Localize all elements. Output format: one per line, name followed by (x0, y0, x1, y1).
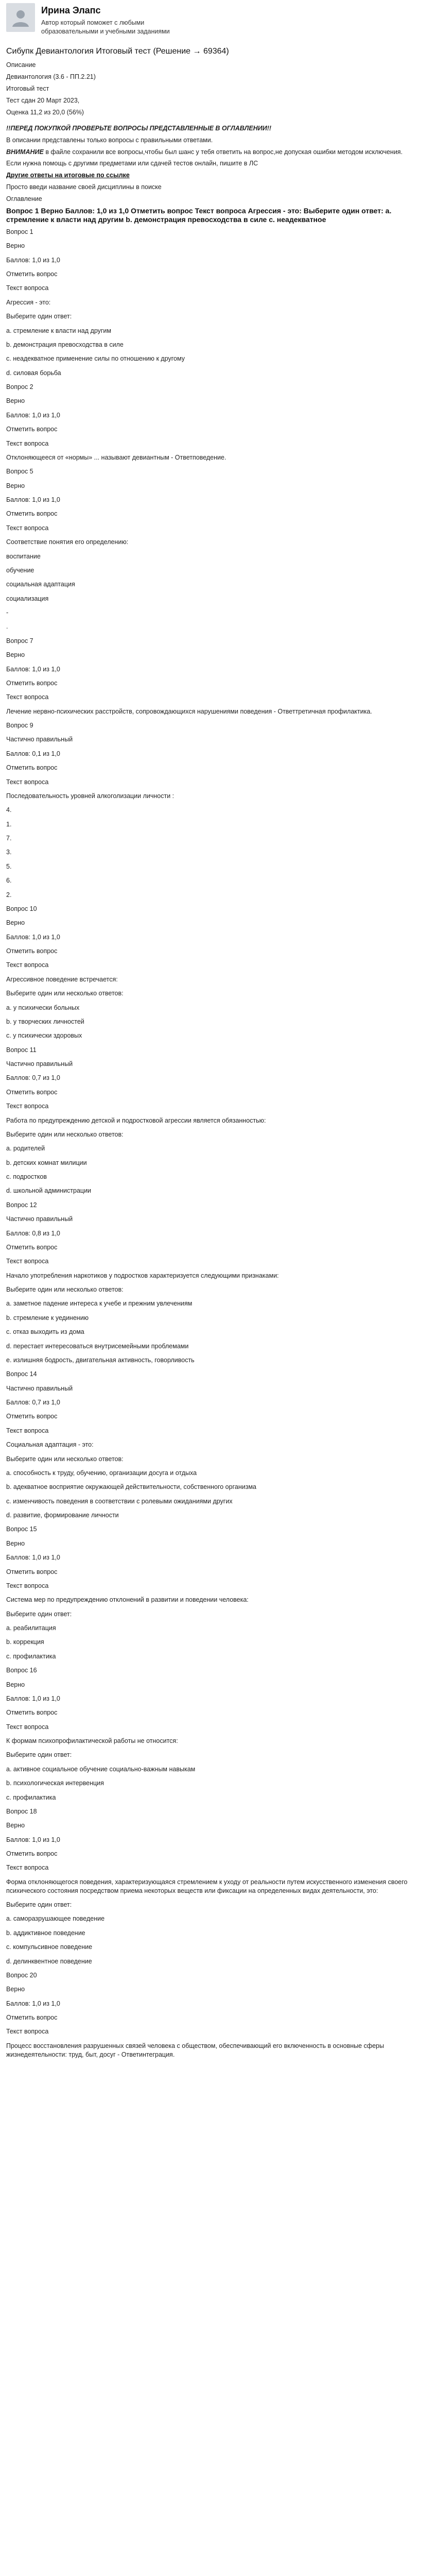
attention-text: в файле сохранили все вопросы,чтобы был шанс у тебя ответить на вопрос,не допуская ошибки методом исключения. (43, 148, 403, 156)
flag-question-link[interactable]: Отметить вопрос (6, 426, 58, 433)
content-line: - (6, 609, 9, 617)
search-hint: Просто введи название своей дисциплины в поиске (6, 183, 162, 191)
question-heading: Вопрос 1 (6, 228, 33, 235)
content-line: Процесс восстановления разрушенных связей человека с обществом, обеспечивающий его включенность в основные сферы жизнедеятельности: труд, быт, досуг - Ответинтеграция. (6, 2042, 384, 2058)
content-line: 3. (6, 849, 12, 856)
question-text-label: Текст вопроса (6, 693, 49, 701)
answer-option: a. реабилитация (6, 1624, 56, 1632)
content-line: Форма отклоняющегося поведения, характеризующаяся стремлением к уходу от реальности путем искусственного изменения своего психического состояния посредством приема некоторых веществ или фиксации на определенных видах деятельности, это: (6, 1878, 408, 1894)
test-meta (6, 61, 430, 116)
question-heading: Вопрос 10 (6, 905, 37, 912)
content-line: Агрессия - это: (6, 298, 51, 306)
meta-line: Итоговый тест (6, 85, 49, 93)
content-line: 7. (6, 835, 12, 842)
content-line: . (6, 623, 8, 631)
questions-content (6, 228, 430, 2059)
answer-option: a. заметное падение интереса к учебе и прежним увлечениям (6, 1300, 193, 1308)
answer-option: d. делинквентное поведение (6, 1957, 92, 1965)
answer-prompt: Выберите один или несколько ответов: (6, 1286, 124, 1294)
answer-option: b. детских комнат милиции (6, 1159, 87, 1166)
question-status: Верно (6, 1539, 25, 1547)
flag-question-link[interactable]: Отметить вопрос (6, 1709, 58, 1717)
answer-option: d. школьной администрации (6, 1187, 92, 1195)
content-line: Социальная адаптация - это: (6, 1441, 94, 1449)
question-heading: Вопрос 12 (6, 1201, 37, 1209)
answer-option: a. способность к труду, обучению, организации досуга и отдыха (6, 1469, 197, 1477)
question-heading: Вопрос 2 (6, 383, 33, 391)
question-status: Верно (6, 242, 25, 250)
content-line: 4. (6, 806, 12, 814)
content-line: Отклоняющееся от «нормы» ... называют девиантным - Ответповедение. (6, 453, 226, 461)
answer-option: b. адекватное восприятие окружающей действительности, собственного организма (6, 1483, 256, 1491)
question-status: Верно (6, 397, 25, 405)
content-line: Лечение нервно-психических расстройств, сопровождающихся нарушениями поведения - Ответтретичная профилактика. (6, 707, 372, 715)
content-line: обучение (6, 566, 34, 574)
question-heading: Вопрос 16 (6, 1667, 37, 1674)
answer-option: b. аддиктивное поведение (6, 1929, 85, 1937)
flag-question-link[interactable]: Отметить вопрос (6, 1413, 58, 1420)
answer-option: c. неадекватное применение силы по отношению к другому (6, 355, 185, 363)
question-status: Частично правильный (6, 1384, 73, 1392)
toc-summary: Вопрос 1 Верно Баллов: 1,0 из 1,0 Отметить вопрос Текст вопроса Агрессия - это: Выберите один ответ: a. стремление к власти над другим b. демонстрация превосходства в силе с. неадекватное (6, 206, 392, 224)
flag-question-link[interactable]: Отметить вопрос (6, 1568, 58, 1575)
content-line: Соответствие понятия его определению: (6, 538, 129, 546)
answer-option: d. развитие, формирование личности (6, 1512, 119, 1519)
answer-option: b. демонстрация превосходства в силе (6, 341, 124, 348)
answer-prompt: Выберите один или несколько ответов: (6, 1130, 124, 1138)
answer-prompt: Выберите один или несколько ответов: (6, 1455, 124, 1463)
content-line: К формам психопрофилактической работы не относится: (6, 1737, 178, 1745)
other-answers-link[interactable]: Другие ответы на итоговые по ссылке (6, 172, 130, 179)
meta-line: Описание (6, 61, 36, 69)
question-text-label: Текст вопроса (6, 439, 49, 447)
question-text-label: Текст вопроса (6, 2028, 49, 2036)
question-status: Верно (6, 1681, 25, 1688)
question-heading: Вопрос 14 (6, 1370, 37, 1378)
question-score: Баллов: 1,0 из 1,0 (6, 411, 60, 419)
content-line: 2. (6, 891, 12, 899)
question-score: Баллов: 1,0 из 1,0 (6, 1999, 60, 2007)
content-line: социализация (6, 595, 49, 602)
answer-option: a. стремление к власти над другим (6, 327, 112, 334)
answer-option: a. активное социальное обучение социально-важным навыкам (6, 1765, 196, 1773)
flag-question-link[interactable]: Отметить вопрос (6, 1243, 58, 1251)
question-heading: Вопрос 15 (6, 1526, 37, 1533)
attention-note (6, 148, 430, 157)
question-status: Верно (6, 919, 25, 927)
flag-question-link[interactable]: Отметить вопрос (6, 947, 58, 955)
content-line: воспитание (6, 552, 41, 560)
content-line: Система мер по предупреждению отклонений в развитии и поведении человека: (6, 1596, 249, 1604)
question-text-label: Текст вопроса (6, 1103, 49, 1110)
question-score: Баллов: 1,0 из 1,0 (6, 665, 60, 673)
question-heading: Вопрос 9 (6, 722, 33, 730)
meta-line: Девиантология (3.6 - ПП.2.21) (6, 73, 96, 81)
answer-option: d. перестает интересоваться внутрисемейными проблемами (6, 1342, 189, 1350)
question-score: Баллов: 1,0 из 1,0 (6, 1694, 60, 1702)
answer-prompt: Выберите один ответ: (6, 1610, 72, 1618)
content-line: социальная адаптация (6, 581, 75, 588)
answer-option: b. у творческих личностей (6, 1018, 84, 1025)
answer-option: c. у психически здоровых (6, 1032, 82, 1040)
help-note: Если нужна помощь с другими предметами или сдачей тестов онлайн, пишите в ЛС (6, 160, 258, 167)
question-score: Баллов: 1,0 из 1,0 (6, 1554, 60, 1562)
question-text-label: Текст вопроса (6, 1258, 49, 1265)
warning-banner (6, 124, 430, 133)
answer-option: d. силовая борьба (6, 369, 61, 377)
content-line: 1. (6, 820, 12, 828)
question-status: Верно (6, 1986, 25, 1993)
question-text-label: Текст вопроса (6, 1864, 49, 1872)
question-score: Баллов: 1,0 из 1,0 (6, 256, 60, 264)
question-score: Баллов: 0,8 из 1,0 (6, 1229, 60, 1237)
question-text-label: Текст вопроса (6, 1582, 49, 1589)
content-line: Начало употребления наркотиков у подростков характеризуется следующими признаками: (6, 1272, 279, 1279)
question-status: Частично правильный (6, 1215, 73, 1223)
author-header (6, 0, 430, 39)
flag-question-link[interactable]: Отметить вопрос (6, 1088, 58, 1096)
answer-prompt: Выберите один или несколько ответов: (6, 990, 124, 997)
answer-option: c. подростков (6, 1173, 47, 1181)
answer-prompt: Выберите один ответ: (6, 313, 72, 320)
answer-option: a. саморазрушающее поведение (6, 1915, 105, 1923)
question-status: Верно (6, 1822, 25, 1829)
question-score: Баллов: 1,0 из 1,0 (6, 1836, 60, 1843)
answer-prompt: Выберите один ответ: (6, 1751, 72, 1759)
intro (6, 124, 430, 225)
answer-prompt: Выберите один ответ: (6, 1901, 72, 1909)
flag-question-link[interactable]: Отметить вопрос (6, 764, 58, 772)
flag-question-link[interactable]: Отметить вопрос (6, 510, 58, 518)
question-score: Баллов: 1,0 из 1,0 (6, 933, 60, 941)
answer-option: a. у психически больных (6, 1004, 80, 1011)
question-score: Баллов: 1,0 из 1,0 (6, 496, 60, 504)
page-title: Сибупк Девиантология Итоговый тест (Решение → 69364) (6, 46, 229, 56)
attention-label: ВНИМАНИЕ (6, 148, 44, 156)
meta-line: Тест сдан 20 Март 2023, (6, 97, 80, 105)
answer-option: c. профилактика (6, 1793, 56, 1801)
question-heading: Вопрос 18 (6, 1807, 37, 1815)
question-status: Частично правильный (6, 1060, 73, 1068)
question-text-label: Текст вопроса (6, 1427, 49, 1434)
answer-option: c. отказ выходить из дома (6, 1328, 84, 1336)
user-icon (10, 7, 31, 28)
author-name[interactable]: Ирина Элапс (41, 5, 101, 15)
only-questions-note: В описании представлены только вопросы с правильными ответами. (6, 136, 213, 144)
content-line: 6. (6, 877, 12, 885)
answer-option: c. компульсивное поведение (6, 1943, 93, 1951)
question-status: Верно (6, 482, 25, 489)
question-text-label: Текст вопроса (6, 778, 49, 786)
question-text-label: Текст вопроса (6, 961, 49, 969)
other-answers-paragraph (6, 171, 430, 180)
flag-question-link[interactable]: Отметить вопрос (6, 679, 58, 687)
answer-option: c. профилактика (6, 1652, 56, 1660)
content-line: Агрессивное поведение встречается: (6, 975, 118, 983)
flag-question-link[interactable]: Отметить вопрос (6, 1850, 58, 1858)
avatar[interactable] (6, 3, 35, 32)
content-line: 5. (6, 862, 12, 870)
question-text-label: Текст вопроса (6, 284, 49, 292)
question-score: Баллов: 0,7 из 1,0 (6, 1399, 60, 1406)
content-line: Последовательность уровней алкоголизации личности : (6, 792, 175, 800)
author-info (41, 3, 190, 36)
answer-option: e. излишняя бодрость, двигательная активность, говорливость (6, 1356, 195, 1364)
warning-text: !!ПЕРЕД ПОКУПКОЙ ПРОВЕРЬТЕ ВОПРОСЫ ПРЕДСТАВЛЕННЫЕ В ОГЛАВЛЕНИИ!! (6, 124, 272, 132)
meta-line: Оценка 11,2 из 20,0 (56%) (6, 108, 84, 116)
question-heading: Вопрос 5 (6, 468, 33, 476)
answer-option: b. стремление к уединению (6, 1314, 89, 1321)
answer-option: c. изменчивость поведения в соответствии с ролевыми ожиданиями других (6, 1497, 233, 1505)
answer-option: b. психологическая интервенция (6, 1780, 104, 1787)
toc-heading: Оглавление (6, 195, 42, 203)
question-heading: Вопрос 11 (6, 1046, 37, 1054)
question-status: Частично правильный (6, 736, 73, 743)
question-score: Баллов: 0,1 из 1,0 (6, 750, 60, 757)
answer-option: a. родителей (6, 1145, 45, 1153)
question-text-label: Текст вопроса (6, 1723, 49, 1731)
flag-question-link[interactable]: Отметить вопрос (6, 270, 58, 278)
flag-question-link[interactable]: Отметить вопрос (6, 2014, 58, 2022)
question-heading: Вопрос 20 (6, 1971, 37, 1979)
question-text-label: Текст вопроса (6, 524, 49, 532)
answer-option: b. коррекция (6, 1638, 44, 1646)
question-score: Баллов: 0,7 из 1,0 (6, 1074, 60, 1082)
question-heading: Вопрос 7 (6, 637, 33, 645)
question-status: Верно (6, 651, 25, 659)
content-line: Работа по предупреждению детской и подростковой агрессии является обязанностью: (6, 1116, 266, 1124)
author-description: Автор который поможет с любыми образовательными и учебными заданиями (41, 19, 170, 35)
